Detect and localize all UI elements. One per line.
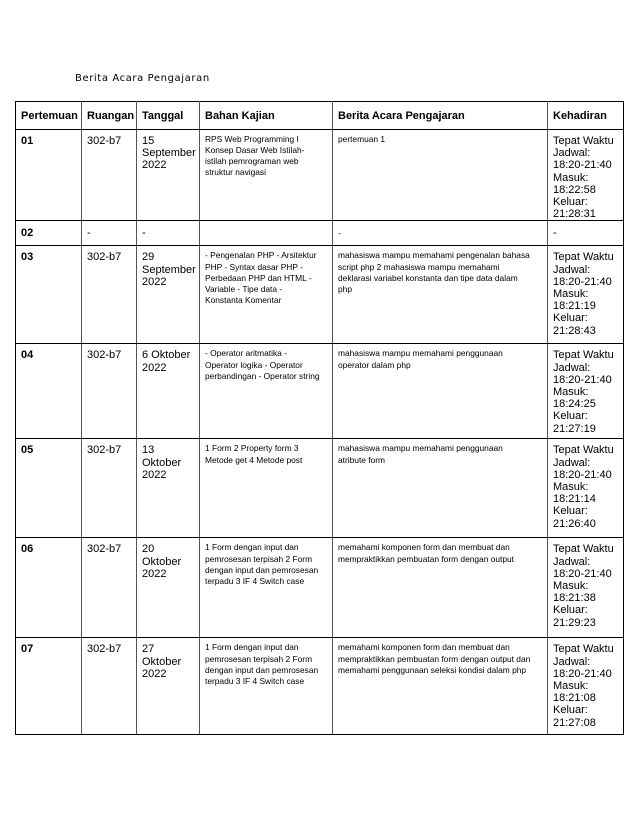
cell-berita-acara-line: memahami penggunaan seleksi kondisi dalam php	[338, 664, 527, 675]
cell-bahan-kajian	[200, 246, 333, 344]
table-row	[16, 439, 624, 538]
cell-tanggal-line: September	[142, 263, 196, 276]
cell-kehadiran-line: Keluar:	[553, 604, 588, 617]
cell-berita-acara-line: mempraktikkan pembuatan form dengan output dan	[338, 653, 531, 664]
cell-berita-acara-line: operator dalam php	[338, 359, 411, 370]
cell-pertemuan: 03	[16, 246, 82, 344]
table-body	[16, 130, 624, 735]
cell-kehadiran-line: 21:29:23	[553, 616, 596, 629]
cell-kehadiran	[548, 344, 624, 439]
cell-tanggal	[137, 130, 200, 221]
cell-berita-acara	[333, 538, 548, 638]
cell-berita-acara-line: mahasiswa mampu memahami penggunaan	[338, 348, 503, 359]
cell-tanggal-line: 2022	[142, 667, 167, 680]
cell-kehadiran-line: 18:21:19	[553, 300, 596, 313]
cell-bahan-kajian-line: 1 Form dengan input dan	[205, 542, 299, 553]
header-bahan-kajian: Bahan Kajian	[200, 102, 333, 130]
cell-bahan-kajian	[200, 221, 333, 246]
table-row	[16, 538, 624, 638]
cell-kehadiran-line: 21:27:08	[553, 716, 596, 729]
cell-kehadiran-line: Keluar:	[553, 410, 588, 423]
cell-kehadiran-line: Jadwal:	[553, 555, 591, 568]
table-row	[16, 344, 624, 439]
cell-kehadiran-line: Jadwal:	[553, 147, 591, 160]
table-row	[16, 130, 624, 221]
cell-bahan-kajian-line: istilah pemrograman web	[205, 156, 299, 167]
cell-kehadiran-line: Jadwal:	[553, 456, 591, 469]
cell-kehadiran-line: 18:20-21:40	[553, 468, 612, 481]
cell-kehadiran-line: Tepat Waktu	[553, 643, 614, 656]
cell-kehadiran-line: 18:21:14	[553, 493, 596, 506]
cell-kehadiran-line: 18:24:25	[553, 398, 596, 411]
cell-kehadiran-line: 21:27:19	[553, 422, 596, 435]
cell-tanggal-line: 2022	[142, 361, 167, 374]
cell-tanggal	[137, 439, 200, 538]
table-row	[16, 246, 624, 344]
cell-kehadiran	[548, 246, 624, 344]
cell-bahan-kajian-line: 1 Form dengan input dan	[205, 642, 299, 653]
cell-bahan-kajian-line: 1 Form 2 Property form 3	[205, 443, 299, 454]
cell-bahan-kajian-line: struktur navigasi	[205, 167, 266, 178]
cell-bahan-kajian-line: Konsep Dasar Web Istilah-	[205, 145, 305, 156]
cell-kehadiran-line: 21:28:31	[553, 208, 596, 221]
berita-acara-table	[15, 101, 624, 735]
cell-tanggal	[137, 538, 200, 638]
cell-kehadiran-line: Masuk:	[553, 171, 589, 184]
cell-bahan-kajian-line: PHP - Syntax dasar PHP -	[205, 261, 303, 272]
cell-kehadiran	[548, 130, 624, 221]
cell-berita-acara-line: deklarasi variabel konstanta dan tipe data dalam	[338, 272, 518, 283]
cell-bahan-kajian-line: - Operator aritmatika -	[205, 348, 287, 359]
cell-berita-acara-line: php	[338, 283, 352, 294]
cell-berita-acara	[333, 439, 548, 538]
cell-ruangan: 302-b7	[82, 538, 137, 638]
cell-ruangan: 302-b7	[82, 130, 137, 221]
cell-tanggal-line: 15	[142, 135, 155, 147]
cell-berita-acara-line: pertemuan 1	[338, 134, 386, 144]
header-ruangan: Ruangan	[82, 102, 137, 130]
header-pertemuan: Pertemuan	[16, 102, 82, 130]
cell-berita-acara-line: atribute form	[338, 454, 386, 465]
cell-bahan-kajian-line: - Pengenalan PHP - Arsitektur	[205, 250, 317, 261]
cell-kehadiran-line: Keluar:	[553, 704, 588, 717]
cell-berita-acara-line: mahasiswa mampu memahami pengenalan bahasa	[338, 250, 530, 261]
cell-bahan-kajian	[200, 638, 333, 735]
cell-tanggal	[137, 221, 200, 246]
cell-pertemuan: 06	[16, 538, 82, 638]
cell-tanggal-line: Oktober	[142, 555, 182, 568]
cell-bahan-kajian	[200, 439, 333, 538]
cell-kehadiran	[548, 221, 624, 246]
cell-bahan-kajian	[200, 344, 333, 439]
cell-kehadiran-line: Masuk:	[553, 481, 589, 494]
cell-bahan-kajian-line: dengan input dan pemrosesan	[205, 564, 319, 575]
cell-kehadiran-line: Tepat Waktu	[553, 543, 614, 556]
cell-tanggal-line: 6 Oktober	[142, 349, 191, 362]
cell-bahan-kajian-line: Metode get 4 Metode post	[205, 454, 303, 465]
cell-ruangan: 302-b7	[82, 638, 137, 735]
cell-ruangan: 302-b7	[82, 246, 137, 344]
cell-berita-acara	[333, 638, 548, 735]
cell-kehadiran-line: Masuk:	[553, 288, 589, 301]
cell-ruangan: -	[82, 221, 137, 246]
cell-tanggal-line: 2022	[142, 468, 167, 481]
cell-berita-acara-line: -	[338, 227, 341, 238]
cell-kehadiran-line: Tepat Waktu	[553, 251, 614, 264]
cell-bahan-kajian-line: perbandingan - Operator string	[205, 370, 320, 381]
cell-kehadiran-line: Masuk:	[553, 680, 589, 693]
cell-tanggal-line: 2022	[142, 159, 167, 172]
cell-ruangan: 302-b7	[82, 439, 137, 538]
document-title: Berita Acara Pengajaran	[75, 73, 210, 84]
cell-ruangan: 302-b7	[82, 344, 137, 439]
cell-bahan-kajian-line: pemrosesan terpisah 2 Form	[205, 653, 313, 664]
cell-pertemuan: 01	[16, 130, 82, 221]
cell-tanggal-line: 2022	[142, 275, 167, 288]
cell-kehadiran-line: 21:26:40	[553, 517, 596, 530]
cell-tanggal-line: 2022	[142, 567, 167, 580]
cell-kehadiran-line: Jadwal:	[553, 361, 591, 374]
cell-kehadiran-line: Keluar:	[553, 312, 588, 325]
cell-berita-acara-line: mempraktikkan pembuatan form dengan output	[338, 553, 514, 564]
cell-tanggal	[137, 344, 200, 439]
cell-tanggal-line: -	[142, 227, 146, 240]
cell-pertemuan: 07	[16, 638, 82, 735]
cell-kehadiran-line: 18:22:58	[553, 183, 596, 196]
cell-berita-acara-line: script php 2 mahasiswa mampu memahami	[338, 261, 500, 272]
cell-bahan-kajian-line: pemrosesan terpisah 2 Form	[205, 553, 313, 564]
cell-pertemuan: 02	[16, 221, 82, 246]
table-row	[16, 221, 624, 246]
cell-bahan-kajian-line: Operator logika - Operator	[205, 359, 303, 370]
cell-kehadiran-line: 18:20-21:40	[553, 159, 612, 172]
cell-kehadiran-line: Tepat Waktu	[553, 135, 614, 147]
header-kehadiran: Kehadiran	[548, 102, 624, 130]
cell-bahan-kajian	[200, 538, 333, 638]
cell-tanggal-line: Oktober	[142, 456, 182, 469]
cell-bahan-kajian-line: Variable - Tipe data -	[205, 283, 283, 294]
cell-tanggal-line: 20	[142, 543, 155, 556]
cell-kehadiran	[548, 439, 624, 538]
cell-kehadiran-line: 18:21:08	[553, 692, 596, 705]
cell-kehadiran-line: Tepat Waktu	[553, 349, 614, 362]
cell-kehadiran-line: 18:20-21:40	[553, 667, 612, 680]
cell-berita-acara	[333, 344, 548, 439]
cell-berita-acara-line: mahasiswa mampu memahami penggunaan	[338, 443, 503, 454]
cell-kehadiran	[548, 638, 624, 735]
cell-kehadiran-line: Masuk:	[553, 386, 589, 399]
cell-tanggal	[137, 638, 200, 735]
table-row	[16, 638, 624, 735]
cell-kehadiran-line: Jadwal:	[553, 655, 591, 668]
cell-berita-acara	[333, 246, 548, 344]
cell-bahan-kajian-line: RPS Web Programming I	[205, 134, 299, 144]
cell-kehadiran-line: -	[553, 227, 557, 240]
cell-bahan-kajian	[200, 130, 333, 221]
cell-tanggal	[137, 246, 200, 344]
cell-berita-acara-line: memahami komponen form dan membuat dan	[338, 642, 510, 653]
cell-kehadiran-line: 18:20-21:40	[553, 275, 612, 288]
cell-kehadiran-line: 18:20-21:40	[553, 567, 612, 580]
cell-berita-acara	[333, 130, 548, 221]
cell-pertemuan: 05	[16, 439, 82, 538]
cell-bahan-kajian-line: terpadu 3 IF 4 Switch case	[205, 675, 305, 686]
cell-kehadiran-line: 18:21:38	[553, 592, 596, 605]
cell-pertemuan: 04	[16, 344, 82, 439]
cell-kehadiran-line: Masuk:	[553, 580, 589, 593]
cell-tanggal-line: 29	[142, 251, 155, 264]
cell-tanggal-line: 13	[142, 444, 155, 457]
cell-kehadiran-line: Keluar:	[553, 505, 588, 518]
table-header-row	[16, 102, 624, 130]
header-berita-acara: Berita Acara Pengajaran	[333, 102, 548, 130]
cell-berita-acara-line: memahami komponen form dan membuat dan	[338, 542, 510, 553]
cell-kehadiran-line: Jadwal:	[553, 263, 591, 276]
cell-tanggal-line: September	[142, 147, 196, 160]
cell-tanggal-line: 27	[142, 643, 155, 656]
cell-kehadiran	[548, 538, 624, 638]
cell-kehadiran-line: Tepat Waktu	[553, 444, 614, 457]
cell-kehadiran-line: Keluar:	[553, 196, 588, 209]
header-tanggal: Tanggal	[137, 102, 200, 130]
cell-kehadiran-line: 21:28:43	[553, 324, 596, 337]
cell-tanggal-line: Oktober	[142, 655, 182, 668]
cell-kehadiran-line: 18:20-21:40	[553, 373, 612, 386]
cell-berita-acara	[333, 221, 548, 246]
cell-bahan-kajian-line: dengan input dan pemrosesan	[205, 664, 319, 675]
cell-bahan-kajian-line: terpadu 3 IF 4 Switch case	[205, 575, 305, 586]
cell-bahan-kajian-line: Konstanta Komentar	[205, 294, 282, 305]
cell-bahan-kajian-line: Perbedaan PHP dan HTML -	[205, 272, 312, 283]
